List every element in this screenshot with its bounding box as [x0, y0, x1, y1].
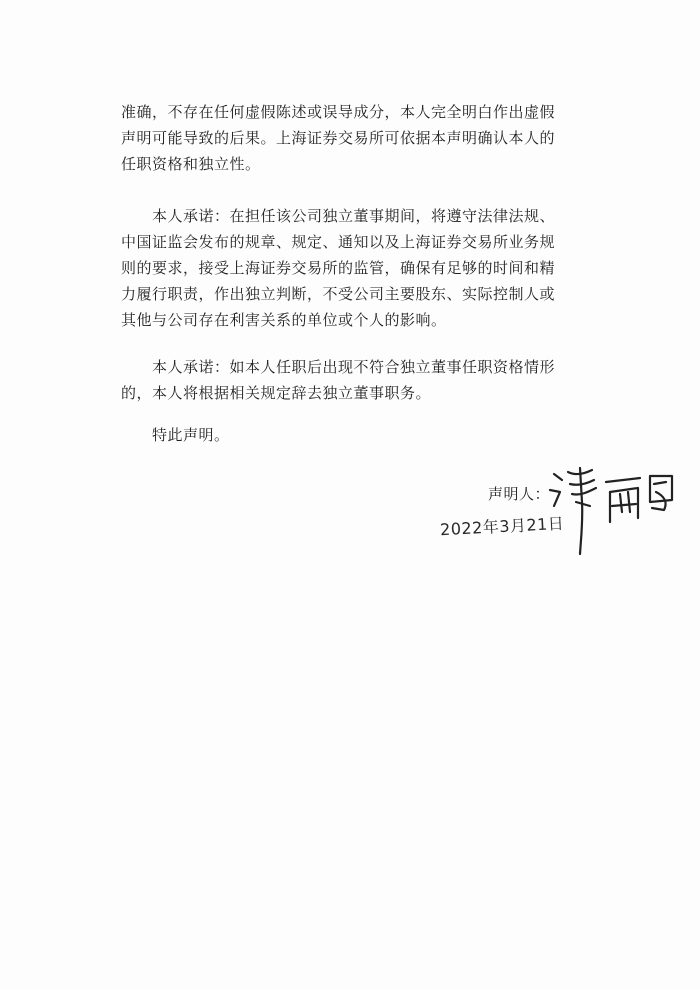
handwritten-signature [540, 462, 680, 557]
handwritten-date: 2022年3月21日 [439, 513, 565, 540]
paragraph-line: 则的要求，接受上海证券交易所的监管，确保有足够的时间和精 [121, 259, 556, 277]
paragraph-3 [121, 354, 591, 406]
paragraph-line: 本人承诺：如本人任职后出现不符合独立董事任职资格情形 [152, 358, 556, 376]
paragraph-line: 中国证监会发布的规章、规定、通知以及上海证券交易所业务规 [121, 233, 556, 251]
paragraph-line: 的，本人将根据相关规定辞去独立董事职务。 [121, 384, 432, 402]
paragraph-line: 其他与公司存在利害关系的单位或个人的影响。 [121, 311, 447, 329]
paragraph-line: 力履行职责，作出独立判断，不受公司主要股东、实际控制人或 [121, 285, 556, 303]
paragraph-4 [121, 422, 591, 448]
paragraph-1 [121, 99, 591, 177]
paragraph-2 [121, 203, 591, 333]
paragraph-line: 准确，不存在任何虚假陈述或误导成分，本人完全明白作出虚假 [121, 103, 556, 121]
paragraph-line: 本人承诺：在担任该公司独立董事期间，将遵守法律法规、 [152, 207, 556, 225]
declarant-label: 声明人： [488, 485, 551, 503]
paragraph-line: 任职资格和独立性。 [121, 155, 261, 173]
paragraph-line: 特此声明。 [152, 426, 230, 444]
paragraph-line: 声明可能导致的后果。上海证券交易所可依据本声明确认本人的 [121, 129, 556, 147]
